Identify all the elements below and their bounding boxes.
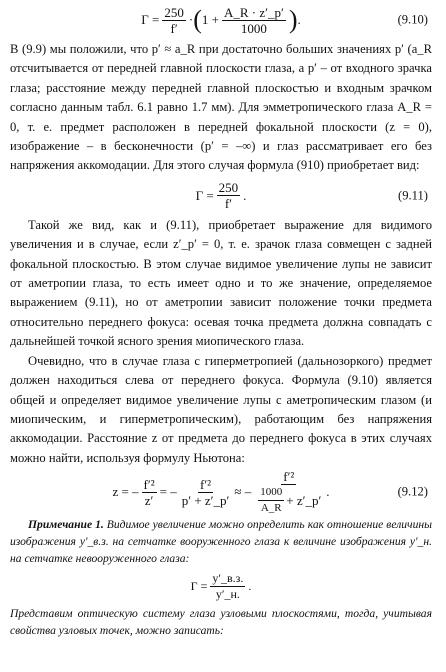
- paragraph-3: Очевидно, что в случае глаза с гиперметропией (дальнозоркого) предмет должен находиться слева от переднего фокуса. Формула (9.10) является общей и определяет видимое увеличение лупы с аметропическим глазом (и миопическим, и гиперметропическим), работающим без напряжения аккомодации. Расстояние z от предмета до переднего фокуса в этих случаях можно найти, используя формулу Ньютона:: [10, 353, 432, 465]
- eq-fraction: $\frac{250}{f'}$: [164, 4, 184, 36]
- note-text: Видимое увеличение можно определить как отношение величины изображения y′_в.з. на сетчатке вооруженного глаза к величине изображения y′_н. на сетчатке невооруженного глаза:: [10, 518, 432, 566]
- equation-number: (9.10): [397, 12, 428, 27]
- eq-inner-fraction: $\frac{A\_R \cdot z'\_p'}{1000}$: [223, 4, 284, 36]
- equation-number: (9.11): [398, 188, 428, 203]
- paragraph-2: Такой же вид, как и (9.11), приобретает выражение для видимого увеличения и в случае, если z′_p′ = 0, т. е. зрачок глаза совмещен с задней фокальной плоскостью. В этом случае видимое увеличение лупы не зависит от аметропии глаза, то есть имеет одно и то же значение, определяемое выражением (9.11), но от аметропии зависит положение точки предмета относительно переднего фокуса: осевая точка предмета должна совпадать с дальнейшей точкой ясного зрения миопического глаза.: [10, 217, 432, 349]
- equation-note: Γ = $\frac{y'\_в.з.}{y'\_н.}$ .: [190, 570, 252, 601]
- eq-lhs: Γ =: [141, 12, 160, 27]
- equation-9-11: Γ = $\frac{250}{f'}$ . (9.11): [195, 180, 428, 212]
- note-1: [10, 516, 432, 567]
- equation-number: (9.12): [397, 484, 428, 499]
- closing-paragraph: Представим оптическую систему глаза узловыми плоскостями, тогда, учитывая свойства узловых точек, можно записать:: [10, 607, 432, 638]
- paragraph-1: В (9.9) мы положили, что p′ ≈ a_R при достаточно больших значениях p′ (a_R отсчитывается от передней главной плоскости глаза, а p′ – от входного зрачка глаза; расстояние между передней главной плоскостью и входным зрачком согласно данным табл. 6.1 равно 1.7 мм). Для эмметропического глаза A_R = 0, т. е. предмет расположен в передней фокальной плоскости (z = 0), изображение – в бесконечности (p′ = –∞) и глаз рассматривает его без напряжения аккомодации. Для этого случая формула (910) приобретает вид:: [10, 42, 432, 173]
- equation-9-12: z = – $\frac{\text{f′²}}{z'}$ = – $\frac{\text{f′²}}{p' + z'\_p'}$ ≈ – f′² $\frac{1000}{A\_R}$ + z′_p′ . (9.12): [112, 468, 428, 514]
- equation-9-10: Γ = $\frac{250}{f'}$ · ( 1 + $\frac{A\_R \cdot z'\_p'}{1000}$ ) . (9.10): [141, 4, 428, 36]
- note-label: Примечание 1.: [28, 518, 104, 532]
